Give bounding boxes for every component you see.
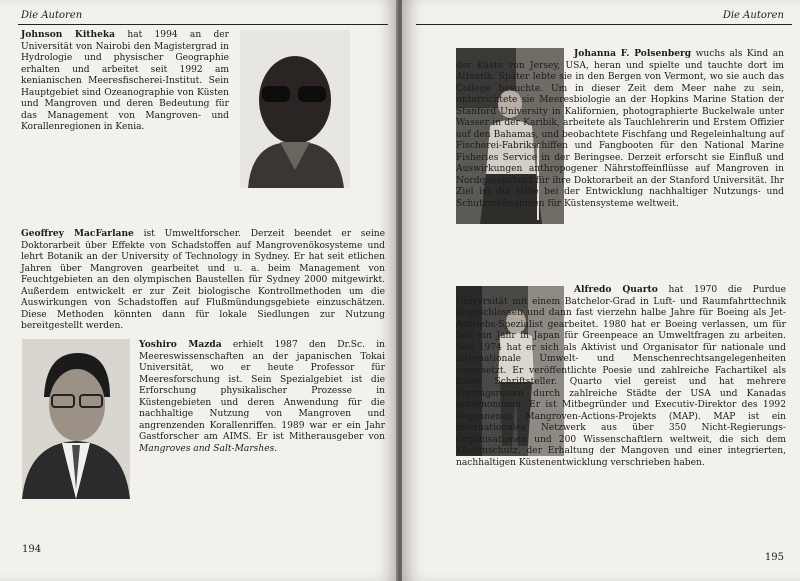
author-name: Yoshiro Mazda [139, 339, 222, 350]
bio-polsenberg [456, 48, 784, 210]
author-name: Geoffrey MacFarlane [21, 228, 134, 239]
bio-macfarlane [21, 228, 385, 333]
bio-text: wuchs als Kind an der Küste von Jersey, USA, heran und spielte und tauchte dort im Atlantik. Später lebte sie in den Bergen von Vermont, wo sie auch das College besuchte. Um in dieser Zeit dem Meer nahe zu sein, unterrichtete sie Meeresbiologie an der Hopkins Marine Station der Stanford University in Kalifornien, photographierte Buckelwale unter Wasser in der Karibik, arbeitete als Tauchlehrerin und Erstem Offizier auf den Bahamas, und beobachtete Fischfang und Regeleinhaltung auf Fischerei-Fabrikschiffen und Fangbooten für den National Marine Fisheries Service in der Beringsee. Derzeit erforscht sie Einfluß und Auswirkungen anthropogener Nährstoffeinflüsse auf Mangroven in Nordqueensland für ihre Doktorarbeit an der Stanford Universität. Ihr Ziel ist die Hilfe bei der Entwicklung nachhaltiger Nutzungs- und Schutzmaßnahmen für Küstensysteme weltweit. [456, 49, 784, 209]
bio-quarto [456, 284, 786, 469]
running-header: Die Autoren [722, 10, 784, 21]
bio-text: ist Umweltforscher. Derzeit beendet er seine Doktorarbeit über Effekte von Schadstoffen auf Mangrovenökosysteme und lehrt Botanik an der University of Technology in Sydney. Er hat seit etlichen Jahren über Mangroven gearbeitet und u. a. beim Management von Feuchtgebieten an den olympischen Baustellen für Sydney 2000 mitgewirkt. Außerdem entwickelt er zur Zeit biologische Kontrollmethoden um die Auswirkungen von Schadstoffen auf Flußmündungsgebiete einzuschätzen. Diese Methoden könnten dann für lokale Siedlungen zur Nutzung bereitgestellt werden. [21, 229, 385, 331]
author-name: Johnson Kitheka [21, 29, 116, 40]
author-name: Alfredo Quarto [574, 284, 658, 295]
page-number: 195 [764, 552, 784, 563]
book-title: Mangroves and Salt-Marshes [139, 443, 275, 454]
portrait-kitheka [240, 30, 350, 188]
bio-text: hat 1994 an der Universität von Nairobi den Magistergrad in Hydrologie und physischer Geographie erhalten und arbeitet seit 1992 am kenianischen Meeresfischerei-Institut. Sein Hauptgebiet sind Ozeanographie von Küsten und Mangroven und deren Bedeutung für das Management von Mangroven- und Korallenregionen in Kenia. [21, 30, 229, 132]
bio-text-tail: . [274, 443, 278, 454]
header-rule [416, 24, 792, 25]
right-page [402, 0, 800, 581]
header-rule [18, 24, 388, 25]
bio-text: hat 1970 die Purdue Universität mit einem Batchelor-Grad in Luft- und Raumfahrttechnik abgeschlossen und dann fast vierzehn halbe Jahre für Boeing als Jet-Antriebs-Spezialist gearbeitet. 1980 hat er Boeing verlassen, um für fast ein Jahr in Japan für Greenpeace an Umweltfragen zu arbeiten. Seit 1974 hat er sich als Aktivist und Organisator für nationale und internationale Umwelt- und Menschenrechtsangelegenheiten eingesetzt. Er veröffentlichte Poesie und zahlreiche Fachartikel als freier Schriftsteller. Quarto viel gereist und hat mehrere Vortragsreisen durch zahlreiche Städte der USA und Kanadas unternommen. Er ist Mitbegründer und Executiv-Direktor des 1992 begonnenen Mangroven-Actions-Projekts (MAP). MAP ist ein internationales Netzwerk aus über 350 Nicht-Regierungs-Organisationen und 200 Wissenschaftlern weltweit, die sich dem Küstenschutz, der Erhaltung der Mangoven und einer integrierten, nachhaltigen Küstenentwicklung verschrieben haben. [456, 285, 786, 468]
left-page [0, 0, 398, 581]
running-header: Die Autoren [21, 10, 83, 21]
bio-mazda [139, 339, 385, 455]
author-name: Johanna F. Polsenberg [574, 48, 692, 59]
portrait-mazda [22, 339, 130, 499]
bio-kitheka [21, 29, 229, 134]
bio-text: erhielt 1987 den Dr.Sc. in Meereswissenschaften an der japanischen Tokai Universität, wo er heute Professor für Meeresforschung ist. Sein Spezialgebiet ist die Erforschung physikalischer Prozesse in Küstengebieten und deren Anwendung für die nachhaltige Nutzung von Mangroven und angrenzenden Korallenriffen. 1989 war er ein Jahr Gastforscher am AIMS. Er ist Mitherausgeber von [139, 340, 385, 442]
page-number: 194 [22, 544, 42, 555]
